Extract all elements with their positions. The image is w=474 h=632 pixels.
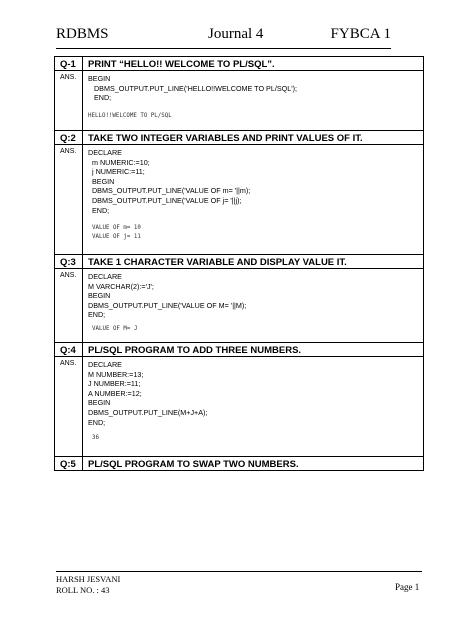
question-text: TAKE 1 CHARACTER VARIABLE AND DISPLAY VALUE IT.	[83, 255, 424, 269]
output-block: VALUE OF M= J	[92, 325, 138, 332]
author-name: HARSH JESVANI	[56, 574, 121, 584]
question-text: TAKE TWO INTEGER VARIABLES AND PRINT VALUES OF IT.	[83, 131, 424, 145]
question-row	[55, 457, 424, 471]
answer-row	[55, 357, 424, 457]
header-journal: Journal 4	[208, 26, 264, 42]
output-block: VALUE OF m= 10 VALUE OF j= 11	[92, 225, 141, 240]
answer-row	[55, 145, 424, 255]
question-text: PL/SQL PROGRAM TO ADD THREE NUMBERS.	[83, 343, 424, 357]
roll-number: ROLL NO. : 43	[56, 585, 110, 595]
header-class: FYBCA 1	[330, 26, 391, 42]
question-number: Q-1	[55, 57, 83, 71]
answer-cell	[83, 269, 424, 343]
answer-label: ANS.	[55, 269, 83, 343]
answer-label: ANS.	[55, 357, 83, 457]
question-text: PRINT “HELLO!! WELCOME TO PL/SQL”.	[83, 57, 424, 71]
question-row	[55, 343, 424, 357]
answer-cell	[83, 71, 424, 131]
question-row	[55, 131, 424, 145]
question-text: PL/SQL PROGRAM TO SWAP TWO NUMBERS.	[83, 457, 424, 471]
page-header	[56, 26, 391, 46]
answer-row	[55, 71, 424, 131]
code-block: BEGIN DBMS_OUTPUT.PUT_LINE('HELLO!!WELCOME TO PL/SQL'); END;	[88, 74, 297, 103]
answer-cell	[83, 145, 424, 255]
question-number: Q:4	[55, 343, 83, 357]
question-number: Q:2	[55, 131, 83, 145]
output-block: 36	[92, 435, 99, 442]
code-block: DECLARE M VARCHAR(2):='J'; BEGIN DBMS_OUTPUT.PUT_LINE('VALUE OF M= '||M); END;	[88, 272, 247, 320]
code-block: DECLARE M NUMBER:=13; J NUMBER:=11; A NUMBER:=12; BEGIN DBMS_OUTPUT.PUT_LINE(M+J+A); END;	[88, 360, 208, 427]
question-row	[55, 57, 424, 71]
answer-cell	[83, 357, 424, 457]
output-block: HELLO!!WELCOME TO PL/SQL	[88, 112, 172, 119]
question-number: Q:3	[55, 255, 83, 269]
answer-row	[55, 269, 424, 343]
page-footer	[56, 574, 120, 596]
questions-table	[54, 56, 424, 471]
code-block: DECLARE m NUMERIC:=10; j NUMERIC:=11; BEGIN DBMS_OUTPUT.PUT_LINE('VALUE OF m= '||m); DBMS_OUTPUT.PUT_LINE('VALUE OF j= '||j); END;	[88, 148, 251, 215]
answer-label: ANS.	[55, 71, 83, 131]
header-subject: RDBMS	[56, 26, 109, 42]
page-number: Page 1	[395, 582, 420, 592]
question-row	[55, 255, 424, 269]
footer-divider	[56, 571, 422, 572]
question-number: Q:5	[55, 457, 83, 471]
answer-label: ANS.	[55, 145, 83, 255]
header-divider	[56, 48, 391, 49]
